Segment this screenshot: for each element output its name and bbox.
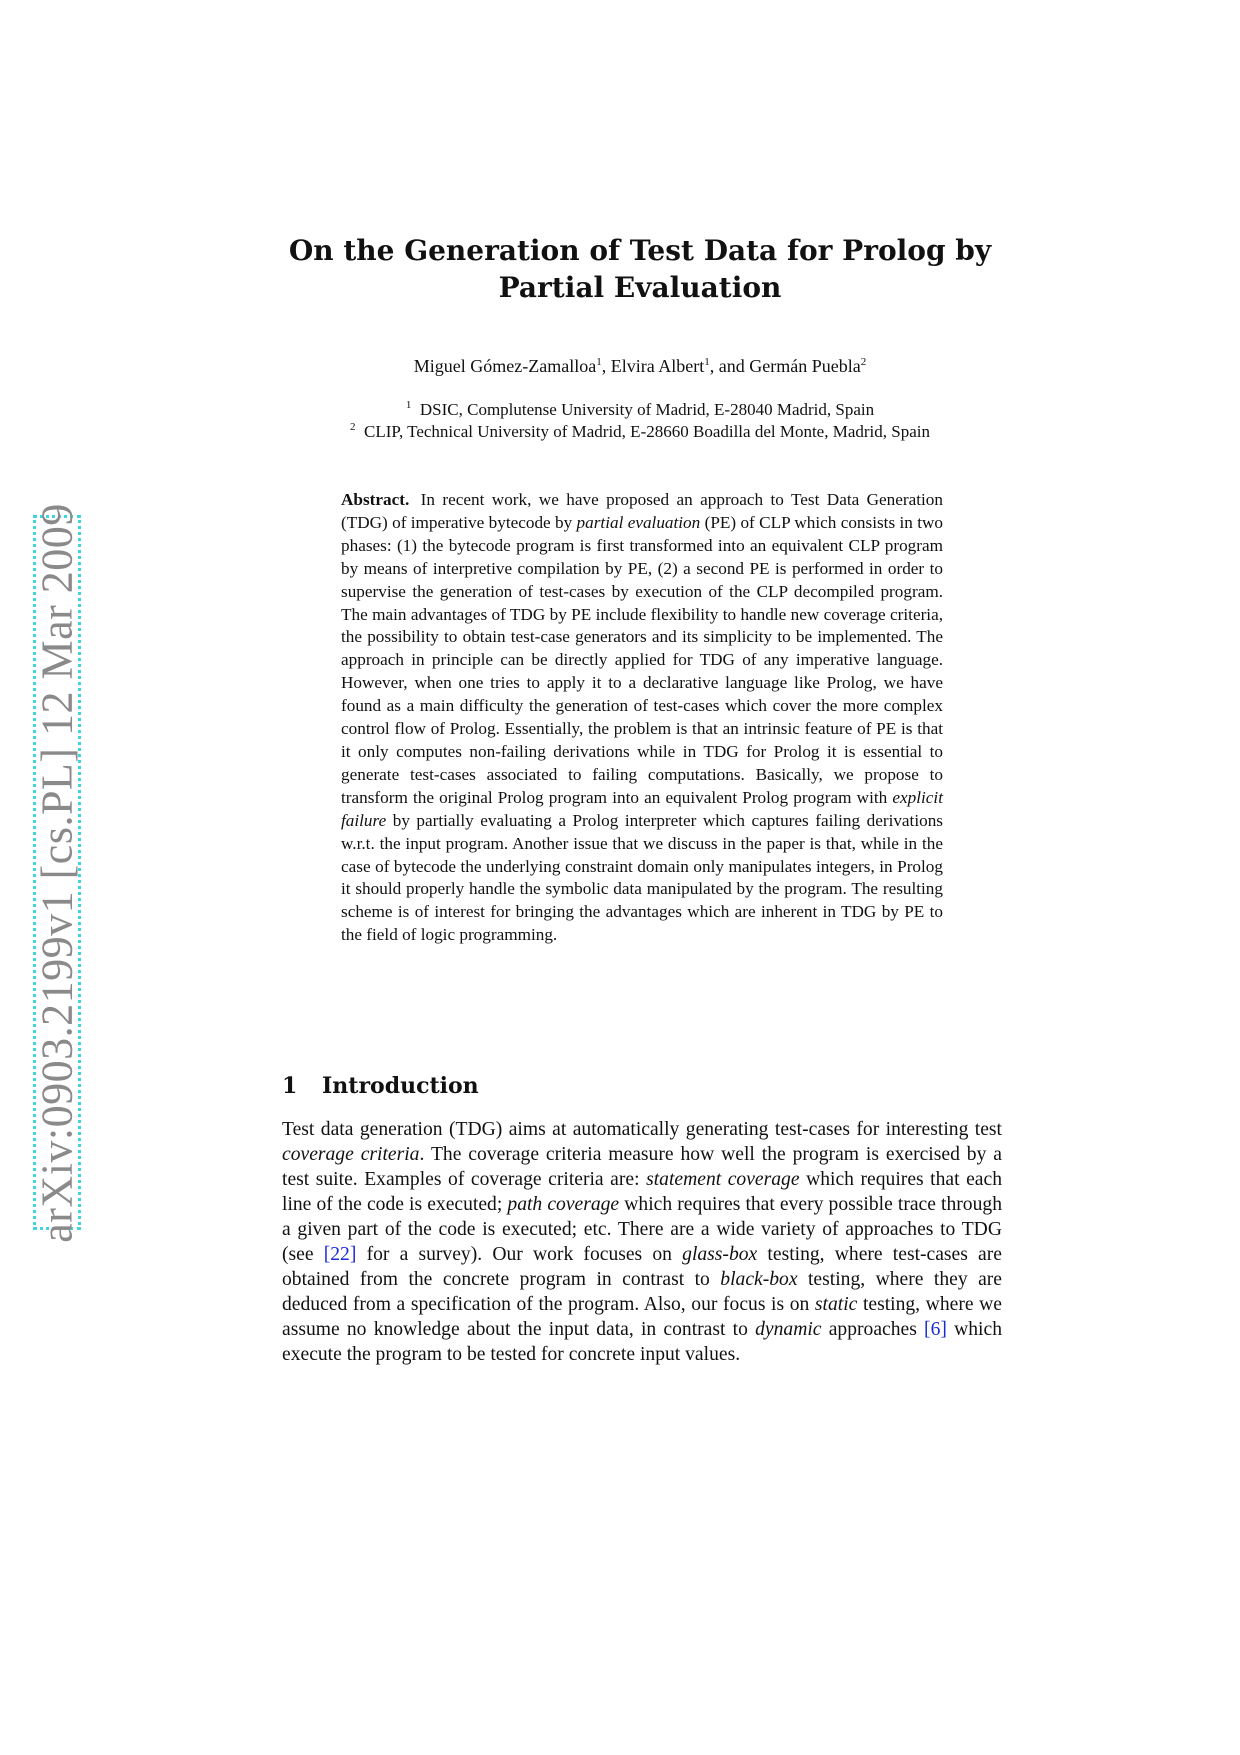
body-text: testing, where we assume no knowledge about the input data, in contrast to — [282, 1294, 1002, 1340]
affiliation — [230, 422, 1050, 442]
abstract-emphasis: explicit failure — [341, 787, 943, 830]
body-emphasis: glass-box — [682, 1244, 758, 1265]
abstract-label: Abstract. — [341, 490, 410, 509]
paper-title — [260, 232, 1020, 306]
body-text: which execute the program to be tested for concrete input values. — [282, 1319, 1002, 1365]
body-emphasis: path coverage — [507, 1194, 620, 1215]
author-affil-mark: 1 — [596, 356, 602, 368]
author-affil-mark: 1 — [704, 356, 710, 368]
author-name: Germán Puebla — [749, 356, 861, 376]
body-emphasis: coverage criteria — [282, 1144, 420, 1165]
body-text: testing, where they are deduced from a specification of the program. Also, our focus is on — [282, 1269, 1002, 1315]
intro-paragraph — [282, 1117, 1002, 1367]
abstract — [341, 489, 943, 947]
affiliation-mark: 2 — [349, 421, 356, 433]
section-number: 1 — [282, 1073, 298, 1099]
affiliation-text: CLIP, Technical University of Madrid, E-28660 Boadilla del Monte, Madrid, Spain — [363, 422, 930, 441]
author-affil-mark: 2 — [860, 356, 867, 368]
author-name: Miguel Gómez-Zamalloa — [413, 356, 597, 376]
body-emphasis: dynamic — [755, 1319, 822, 1340]
author-name: Elvira Albert — [610, 356, 705, 376]
affiliation-text: DSIC, Complutense University of Madrid, E-28040 Madrid, Spain — [419, 400, 875, 419]
citation-link[interactable]: [22] — [323, 1244, 357, 1265]
body-text: approaches — [821, 1319, 925, 1340]
body-text: which requires that each line of the code is executed; — [282, 1169, 1003, 1215]
body-emphasis: static — [814, 1294, 858, 1315]
body-text: testing, where test-cases are obtained from the concrete program in contrast to — [282, 1244, 1002, 1290]
title-line-2: Partial Evaluation — [498, 271, 782, 304]
abstract-text: In recent work, we have proposed an approach to Test Data Generation (TDG) of imperative bytecode by — [341, 490, 943, 532]
abstract-emphasis: partial evaluation — [576, 512, 701, 532]
body-emphasis: black-box — [720, 1269, 798, 1290]
abstract-text: (PE) of CLP which consists in two phases: (1) the bytecode program is first transformed into an equivalent CLP program by means of interpretive compilation by PE, (2) a second PE is performed in order to supervise the generation of test-cases by execution of the CLP decompiled program. The main advantages of TDG by PE include flexibility to handle new coverage criteria, the possibility to obtain test-case generators and its simplicity to be implemented. The approach in principle can be directly applied for TDG of any imperative language. However, when one tries to apply it to a declarative language like Prolog, we have found as a main difficulty the generation of test-cases which cover the more complex control flow of Prolog. Essentially, the problem is that an intrinsic feature of PE is that it only computes non-failing derivations while in TDG for Prolog it is essential to generate test-cases associated to failing computations. Basically, we propose to transform the original Prolog program into an equivalent Prolog program with — [341, 512, 943, 807]
abstract-text: by partially evaluating a Prolog interpreter which captures failing derivations w.r.t. the input program. Another issue that we discuss in the paper is that, while in the case of bytecode the underlying constraint domain only manipulates integers, in Prolog it should properly handle the symbolic data manipulated by the program. The resulting scheme is of interest for bringing the advantages which are inherent in TDG by PE to the field of logic programming. — [341, 810, 943, 945]
arxiv-identifier[interactable]: arXiv:0903.2199v1 [cs.PL] 12 Mar 2009 — [32, 503, 82, 1243]
section-title: Introduction — [322, 1073, 479, 1099]
author-list — [250, 356, 1030, 377]
body-emphasis: statement coverage — [646, 1169, 800, 1190]
title-line-1: On the Generation of Test Data for Prolog by — [288, 234, 992, 267]
body-text: which requires that every possible trace through a given part of the code is executed; etc. There are a wide variety of approaches to TDG (see — [282, 1194, 1002, 1265]
author-separator: , and — [709, 356, 750, 376]
body-text: for a survey). Our work focuses on — [356, 1244, 683, 1265]
body-text: Test data generation (TDG) aims at automatically generating test-cases for interesting test — [282, 1119, 1002, 1140]
author-separator: , — [601, 356, 611, 376]
affiliation-mark: 1 — [405, 399, 412, 411]
affiliation — [230, 400, 1050, 420]
section-heading — [282, 1073, 479, 1099]
citation-link[interactable]: [6] — [924, 1319, 947, 1340]
body-text: . The coverage criteria measure how well the program is exercised by a test suite. Examples of coverage criteria are: — [282, 1144, 1002, 1190]
